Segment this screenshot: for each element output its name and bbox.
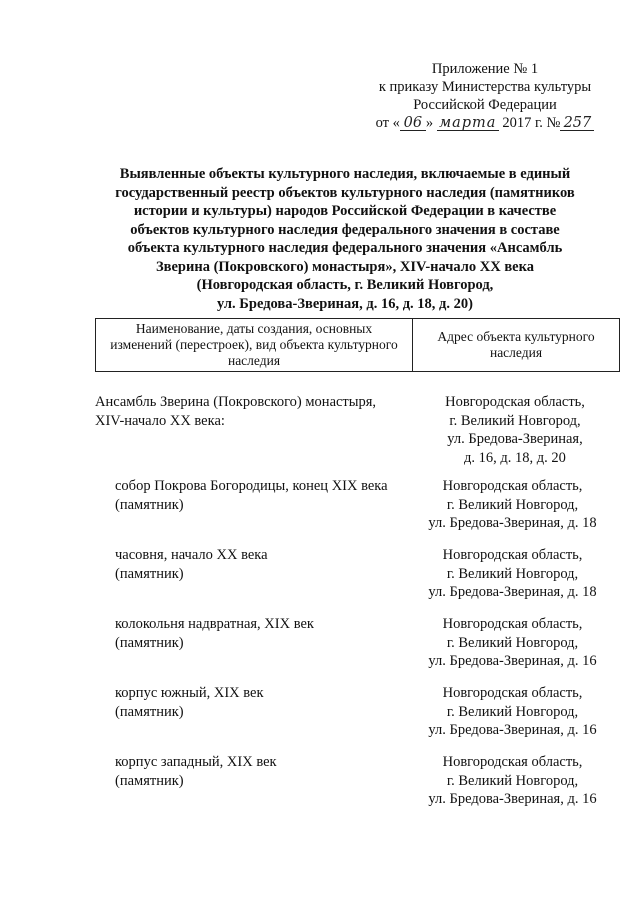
header-name-column <box>96 319 413 371</box>
title-line: Зверина (Покровского) монастыря», XIV-начало XX века <box>156 258 534 275</box>
object-name <box>115 477 388 514</box>
title-line: ул. Бредова-Звериная, д. 16, д. 18, д. 20) <box>217 295 473 312</box>
order-prefix: от « <box>375 115 400 131</box>
title-line: объекта культурного наследия федерального значения «Ансамбль <box>127 240 563 256</box>
header-name-text: наследия <box>227 353 281 368</box>
name-line: собор Покрова Богородицы, конец XIX века <box>115 478 388 494</box>
order-year: 2017 г. № <box>502 115 561 131</box>
object-address <box>395 477 630 533</box>
address-line: г. Великий Новгород, <box>449 412 581 429</box>
object-row <box>95 684 630 744</box>
object-address <box>395 753 630 809</box>
address-line: г. Великий Новгород, <box>446 565 579 582</box>
address-line: ул. Бредова-Звериная, д. 16 <box>428 791 597 807</box>
address-line: ул. Бредова-Звериная, д. 18 <box>428 584 597 600</box>
address-line: Новгородская область, <box>442 754 583 770</box>
address-line: д. 16, д. 18, д. 20 <box>464 449 566 466</box>
title-line: объектов культурного наследия федерального значения в составе <box>130 221 560 238</box>
title-line: истории и культуры) народов Российской Федерации в качестве <box>133 203 557 219</box>
address-line: г. Великий Новгород, <box>446 634 579 651</box>
document-title <box>80 165 610 313</box>
title-line: (Новгородская область, г. Великий Новгород, <box>196 277 494 293</box>
name-line: (памятник) <box>115 772 184 789</box>
title-line: государственный реестр объектов культурного наследия (памятников <box>115 184 575 201</box>
name-line: XIV-начало XX века: <box>95 412 225 429</box>
appendix-number: Приложение № 1 <box>431 61 539 77</box>
object-name <box>115 684 264 721</box>
address-line: Новгородская область, <box>442 547 583 563</box>
address-line: Новгородская область, <box>442 685 583 701</box>
appendix-order-ref: к приказу Министерства культуры <box>378 79 592 95</box>
header-name-text: Наименование, даты создания, основных <box>135 321 373 336</box>
header-name-text: изменений (перестроек), вид объекта культурного <box>110 337 398 352</box>
table-header <box>95 318 620 372</box>
object-row <box>95 477 630 537</box>
appendix-block <box>330 60 640 132</box>
order-date-line <box>330 114 640 132</box>
name-line: корпус западный, XIX век <box>115 754 277 770</box>
address-line: ул. Бредова-Звериная, <box>447 431 583 447</box>
order-close-quote: » <box>425 115 434 131</box>
ensemble-address <box>400 393 630 467</box>
ensemble-row <box>95 393 630 466</box>
object-row <box>95 615 630 675</box>
order-number-handwritten: 257 <box>560 116 594 131</box>
object-row <box>95 753 630 813</box>
object-name <box>115 546 268 583</box>
object-row <box>95 546 630 606</box>
object-name <box>115 753 277 790</box>
header-address-column <box>413 319 619 371</box>
object-address <box>395 546 630 602</box>
address-line: Новгородская область, <box>445 394 585 410</box>
address-line: ул. Бредова-Звериная, д. 18 <box>428 515 597 531</box>
name-line: (памятник) <box>115 634 184 651</box>
address-line: г. Великий Новгород, <box>446 772 579 789</box>
header-address-text: Адрес объекта культурного <box>437 329 595 344</box>
appendix-ministry: Российской Федерации <box>413 97 557 113</box>
order-day-handwritten: 06 <box>400 116 426 131</box>
order-month-handwritten: марта <box>437 116 499 131</box>
name-line: корпус южный, XIX век <box>115 685 264 701</box>
address-line: г. Великий Новгород, <box>446 703 579 720</box>
title-line: Выявленные объекты культурного наследия, включаемые в единый <box>119 166 571 182</box>
object-address <box>395 615 630 671</box>
address-line: ул. Бредова-Звериная, д. 16 <box>428 653 597 669</box>
name-line: колокольня надвратная, XIX век <box>115 616 314 632</box>
name-line: (памятник) <box>115 565 184 582</box>
name-line: (памятник) <box>115 703 184 720</box>
object-address <box>395 684 630 740</box>
ensemble-name <box>95 393 376 430</box>
name-line: (памятник) <box>115 496 184 513</box>
name-line: часовня, начало XX века <box>115 547 268 563</box>
object-name <box>115 615 314 652</box>
address-line: Новгородская область, <box>442 478 583 494</box>
header-address-text: наследия <box>489 345 543 360</box>
name-line: Ансамбль Зверина (Покровского) монастыря, <box>95 394 377 410</box>
address-line: ул. Бредова-Звериная, д. 16 <box>428 722 597 738</box>
address-line: Новгородская область, <box>442 616 583 632</box>
address-line: г. Великий Новгород, <box>446 496 579 513</box>
